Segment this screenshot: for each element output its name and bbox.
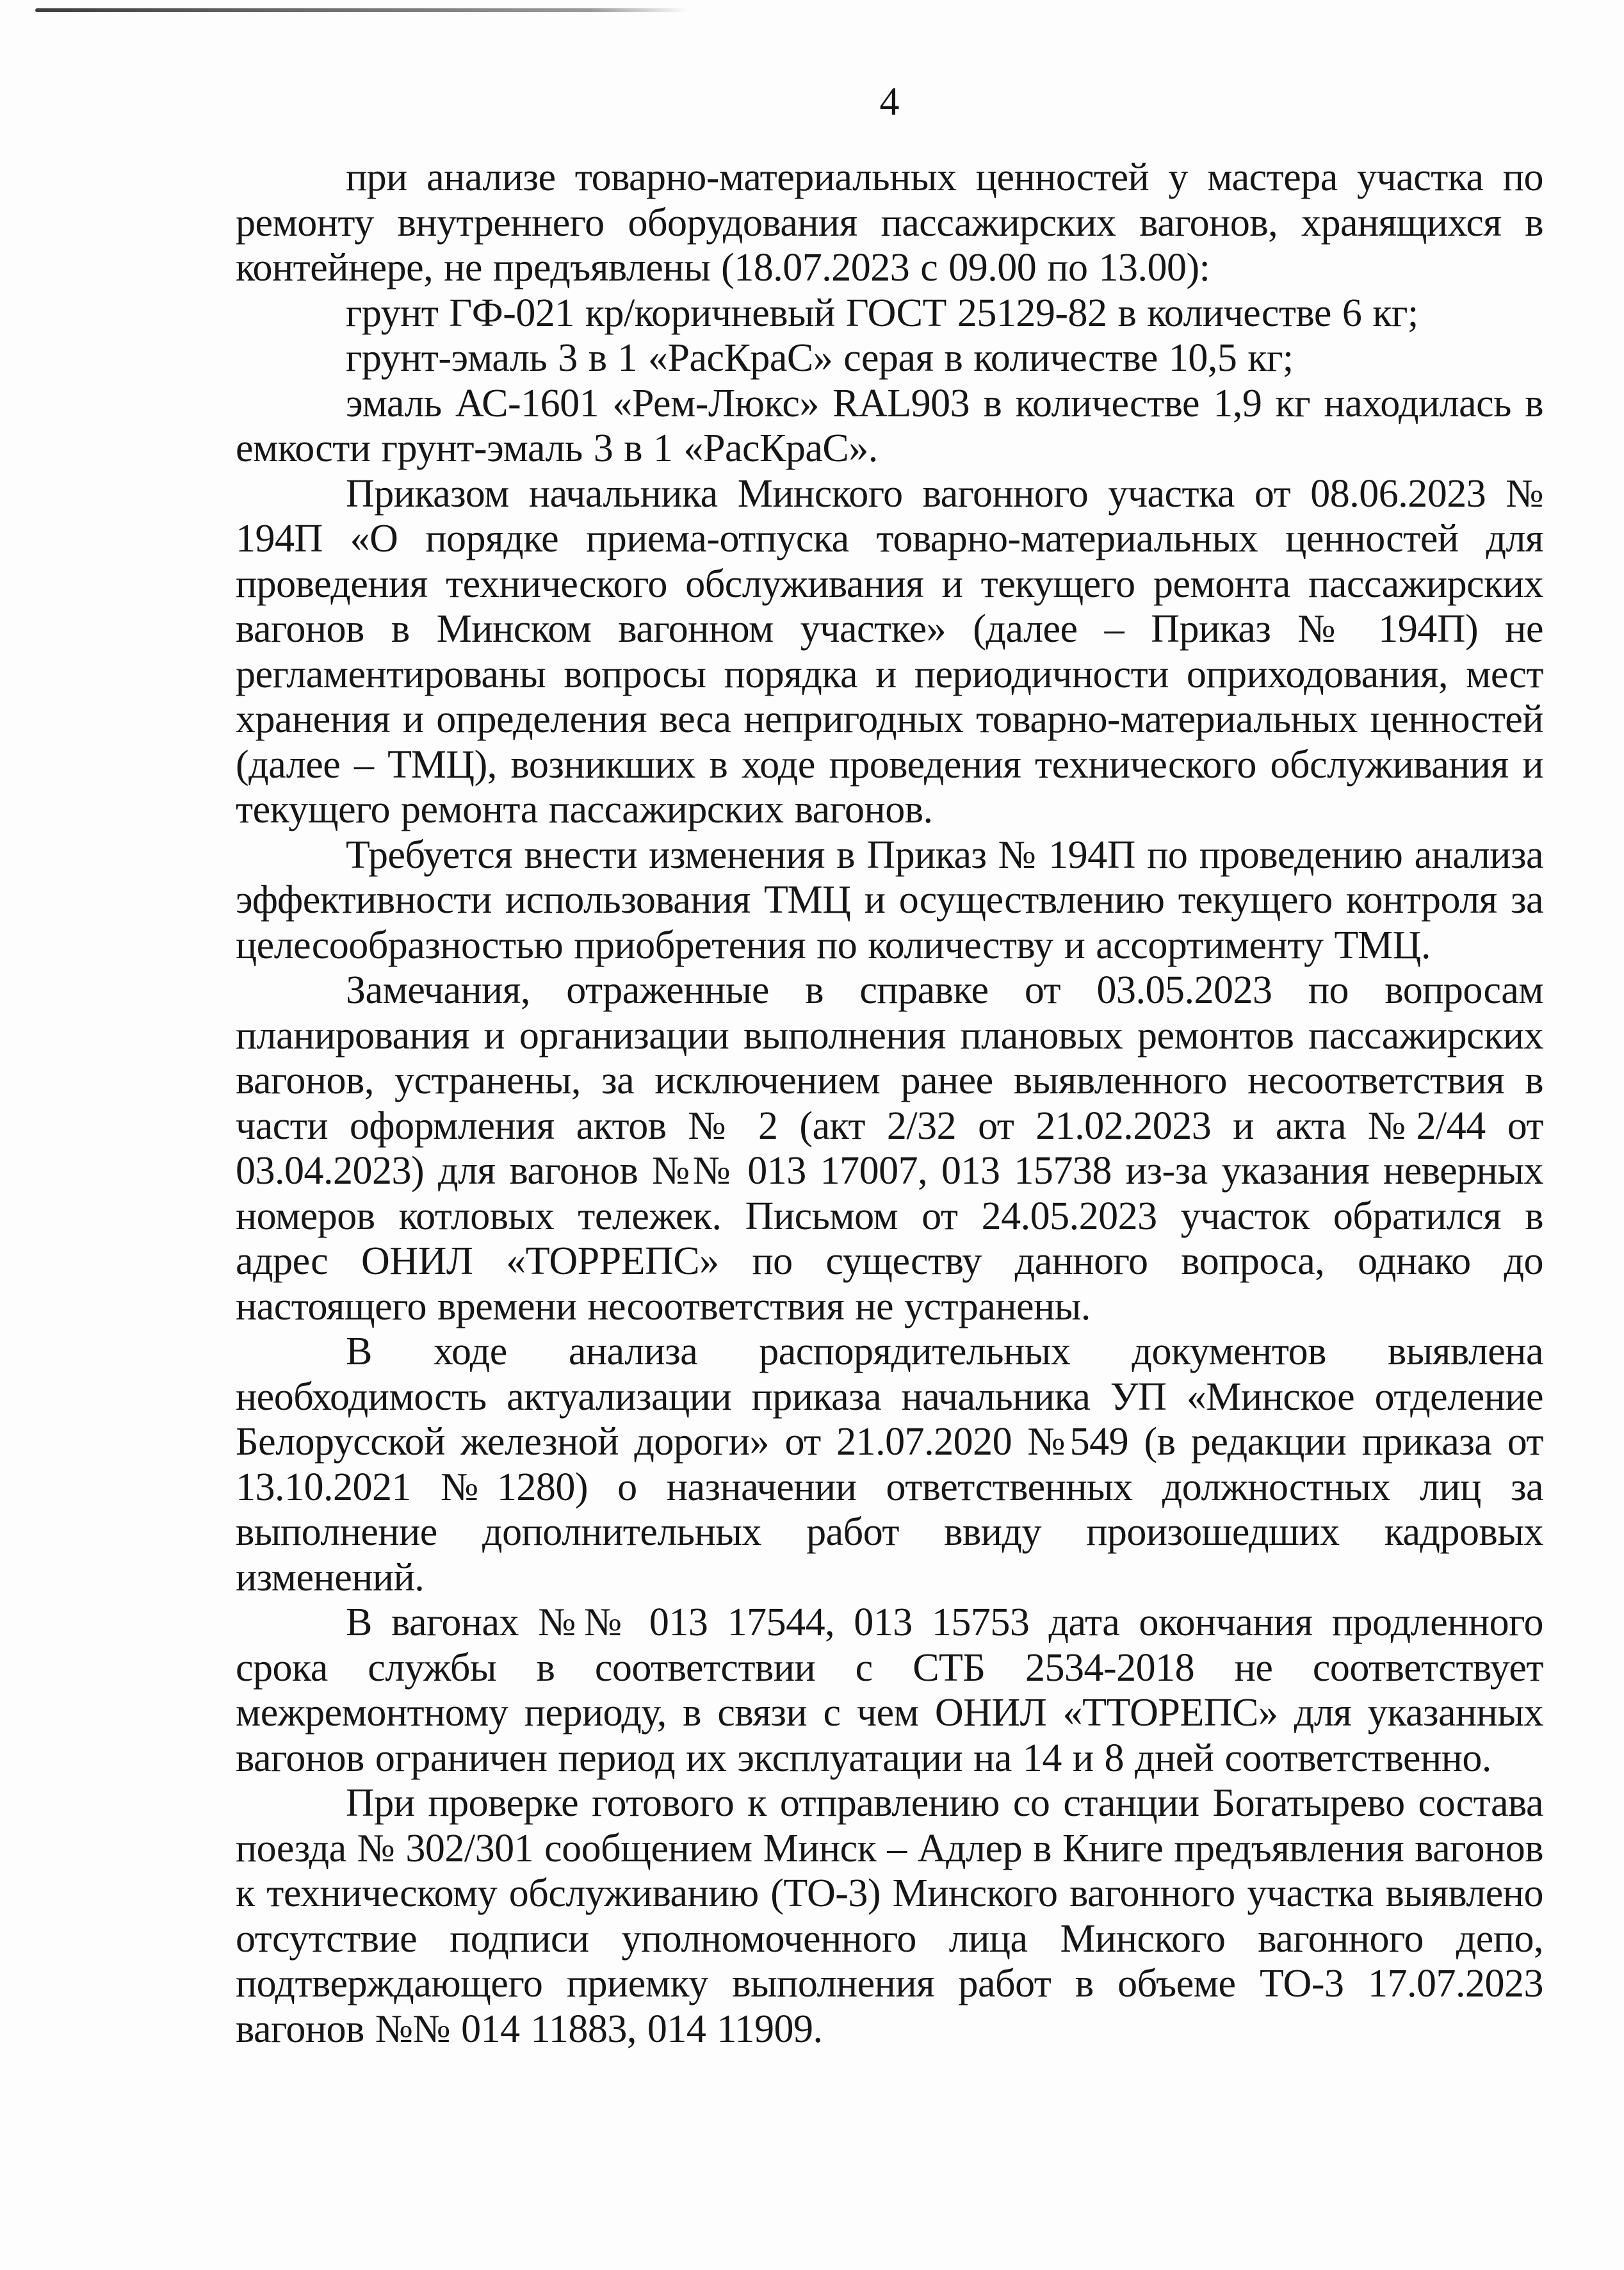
paragraph: грунт-эмаль 3 в 1 «РасКраС» серая в количестве 10,5 кг; bbox=[346, 336, 1294, 380]
document-body bbox=[236, 155, 1543, 2052]
paragraph: эмаль АС-1601 «Рем-Люкс» RAL903 в количестве 1,9 кг находилась в емкости грунт-эмаль 3 в 1 «РасКраС». bbox=[236, 381, 1543, 470]
paragraph: В ходе анализа распорядительных документов выявлена необходимость актуализации приказа начальника УП «Минское отделение Белорусской железной дороги» от 21.07.2020 №549 (в редакции приказа от 13.10.2021 №1280) о назначении ответственных должностных лиц за выполнение дополнительных работ ввиду произошедших кадровых изменений. bbox=[236, 1330, 1543, 1599]
paragraph: При проверке готового к отправлению со станции Богатырево состава поезда № 302/301 сообщением Минск – Адлер в Книге предъявления вагонов к техническому обслуживанию (ТО-3) Минского вагонного участка выявлено отсутствие подписи уполномоченного лица Минского вагонного депо, подтверждающего приемку выполнения работ в объеме ТО-3 17.07.2023 вагонов №№ 014 11883, 014 11909. bbox=[236, 1781, 1543, 2051]
paragraph: грунт ГФ-021 кр/коричневый ГОСТ 25129-82 в количестве 6 кг; bbox=[346, 291, 1418, 335]
paragraph: при анализе товарно-материальных ценностей у мастера участка по ремонту внутреннего оборудования пассажирских вагонов, хранящихся в контейнере, не предъявлены (18.07.2023 с 09.00 по 13.00): bbox=[236, 156, 1543, 290]
paragraph: В вагонах №№ 013 17544, 013 15753 дата окончания продленного срока службы в соответствии с СТБ 2534-2018 не соответствует межремонтному периоду, в связи с чем ОНИЛ «ТТОРЕПС» для указанных вагонов ограничен период их эксплуатации на 14 и 8 дней соответственно. bbox=[236, 1601, 1543, 1780]
paragraph: Приказом начальника Минского вагонного участка от 08.06.2023 № 194П «О порядке приема-отпуска товарно-материальных ценностей для проведения технического обслуживания и текущего ремонта пассажирских вагонов в Минском вагонном участке» (далее – Приказ № 194П) не регламентированы вопросы порядка и периодичности оприходования, мест хранения и определения веса непригодных товарно-материальных ценностей (далее – ТМЦ), возникших в ходе проведения технического обслуживания и текущего ремонта пассажирских вагонов. bbox=[236, 471, 1543, 831]
paragraph: Замечания, отраженные в справке от 03.05.2023 по вопросам планирования и организации выполнения плановых ремонтов пассажирских вагонов, устранены, за исключением ранее выявленного несоответствия в части оформления актов № 2 (акт 2/32 от 21.02.2023 и акта №2/44 от 03.04.2023) для вагонов №№ 013 17007, 013 15738 из-за указания неверных номеров котловых тележек. Письмом от 24.05.2023 участок обратился в адрес ОНИЛ «ТОРРЕПС» по существу данного вопроса, однако до настоящего времени несоответствия не устранены. bbox=[236, 968, 1543, 1328]
page-number: 4 bbox=[879, 80, 900, 124]
scan-artifact-line bbox=[35, 8, 688, 12]
paragraph: Требуется внести изменения в Приказ № 194П по проведению анализа эффективности использования ТМЦ и осуществлению текущего контроля за целесообразностью приобретения по количеству и ассортименту ТМЦ. bbox=[236, 833, 1543, 967]
